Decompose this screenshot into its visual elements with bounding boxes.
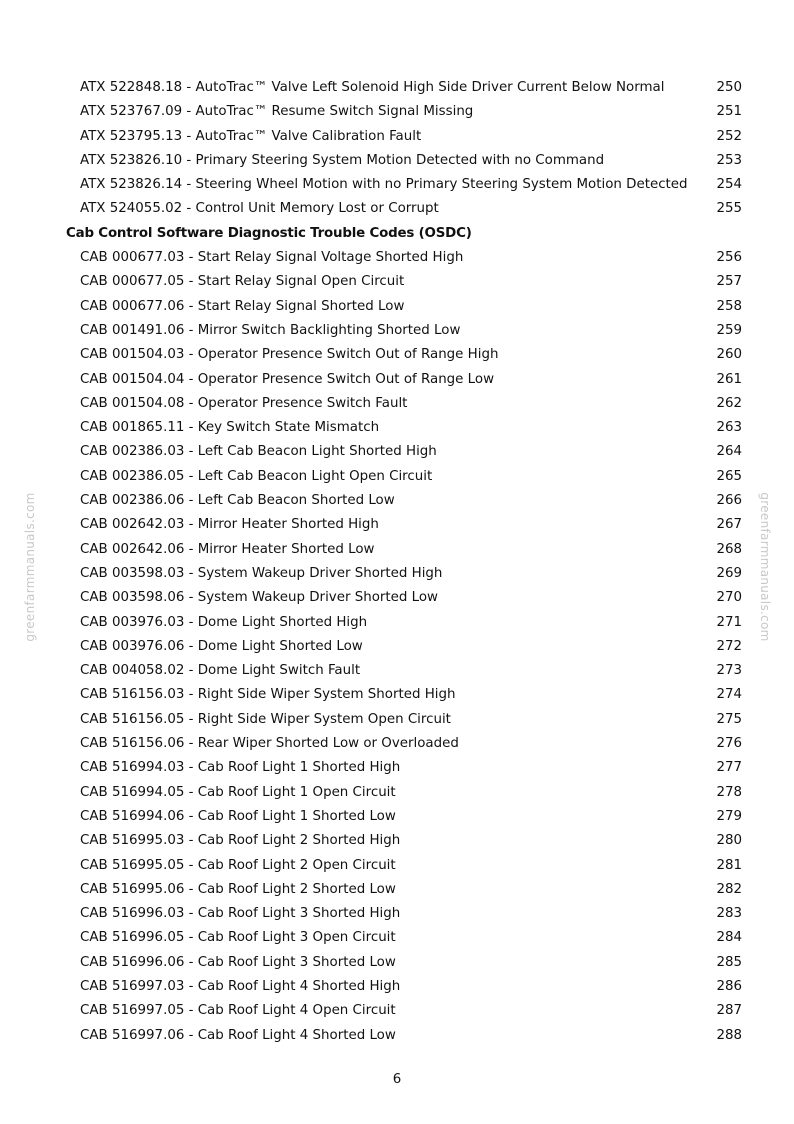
toc-entry-title: CAB 516994.05 - Cab Roof Light 1 Open Circuit (80, 784, 396, 800)
toc-entry[interactable] (0, 197, 794, 221)
toc-entry-page: 272 (716, 638, 742, 654)
toc-entry-page: 257 (716, 274, 742, 290)
toc-entry-title: CAB 516156.03 - Right Side Wiper System Shorted High (80, 687, 456, 703)
toc-entry-title: CAB 003976.06 - Dome Light Shorted Low (80, 638, 363, 654)
toc-entry-title: CAB 516995.05 - Cab Roof Light 2 Open Circuit (80, 857, 396, 873)
toc-entry-title: CAB 003598.06 - System Wakeup Driver Shorted Low (80, 590, 439, 606)
toc-entry-page: 279 (716, 808, 742, 824)
toc-entry-page: 262 (716, 395, 742, 411)
toc-entry-page: 261 (716, 371, 742, 387)
toc-entry-title: CAB 001491.06 - Mirror Switch Backlighting Shorted Low (80, 322, 461, 338)
toc-entry-title: CAB 000677.03 - Start Relay Signal Voltage Shorted High (80, 250, 464, 266)
toc-entry-title: CAB 516994.03 - Cab Roof Light 1 Shorted High (80, 760, 401, 776)
toc-entry[interactable] (0, 975, 794, 999)
toc-entry[interactable] (0, 489, 794, 513)
toc-entry-title: CAB 516994.06 - Cab Roof Light 1 Shorted Low (80, 808, 396, 824)
toc-entry[interactable] (0, 149, 794, 173)
toc-entry[interactable] (0, 319, 794, 343)
toc-entry[interactable] (0, 756, 794, 780)
toc-entry-page: 275 (716, 711, 742, 727)
toc-entry-page: 274 (716, 687, 742, 703)
toc-entry[interactable] (0, 805, 794, 829)
toc-entry-page: 258 (716, 298, 742, 314)
toc-entry-page: 280 (716, 833, 742, 849)
toc-entry-title: CAB 000677.06 - Start Relay Signal Shorted Low (80, 298, 405, 314)
toc-entry-page: 265 (716, 468, 742, 484)
toc-entry-page: 284 (716, 930, 742, 946)
toc-entry-title: ATX 522848.18 - AutoTrac™ Valve Left Solenoid High Side Driver Current Below Normal (80, 80, 665, 95)
toc-entry-page: 282 (716, 881, 742, 897)
toc-entry-title: CAB 000677.05 - Start Relay Signal Open Circuit (80, 274, 405, 290)
toc-entry[interactable] (0, 781, 794, 805)
toc-entry-page: 253 (716, 152, 742, 168)
toc-entry[interactable] (0, 1024, 794, 1048)
toc-entry-title: CAB 003976.03 - Dome Light Shorted High (80, 614, 368, 630)
toc-entry-page: 286 (716, 978, 742, 994)
toc-entry-title: CAB 516995.06 - Cab Roof Light 2 Shorted Low (80, 881, 396, 897)
toc-entry[interactable] (0, 392, 794, 416)
toc-entry-title: CAB 004058.02 - Dome Light Switch Fault (80, 663, 361, 679)
toc-entry[interactable] (0, 465, 794, 489)
toc-entry[interactable] (0, 270, 794, 294)
toc-entry[interactable] (0, 416, 794, 440)
toc-entry[interactable] (0, 513, 794, 537)
toc-entry-title: ATX 523826.10 - Primary Steering System Motion Detected with no Command (80, 152, 605, 168)
toc-entry-page: 276 (716, 736, 742, 752)
toc-entry[interactable] (0, 586, 794, 610)
toc-entry-page: 287 (716, 1003, 742, 1019)
toc-entry[interactable] (0, 611, 794, 635)
toc-entry-page: 268 (716, 541, 742, 557)
toc-entry-page: 281 (716, 857, 742, 873)
toc-entry[interactable] (0, 878, 794, 902)
toc-entry-title: CAB 001504.04 - Operator Presence Switch Out of Range Low (80, 371, 495, 387)
toc-entry-title: CAB 001504.08 - Operator Presence Switch Fault (80, 395, 408, 411)
toc-entry-title: CAB 516995.03 - Cab Roof Light 2 Shorted High (80, 833, 401, 849)
page-number: 6 (392, 1072, 402, 1087)
toc-entry-page: 267 (716, 517, 742, 533)
toc-entry-page: 255 (716, 201, 742, 217)
watermark-right: greenfarmmanuals.com (758, 492, 772, 642)
toc-entry-title: CAB 516156.06 - Rear Wiper Shorted Low or Overloaded (80, 736, 459, 752)
toc-entry-title: CAB 516156.05 - Right Side Wiper System Open Circuit (80, 711, 451, 727)
toc-entry[interactable] (0, 854, 794, 878)
toc-entry-page: 277 (716, 760, 742, 776)
toc-entry-title: CAB 516996.06 - Cab Roof Light 3 Shorted Low (80, 954, 396, 970)
toc-entry-page: 283 (716, 906, 742, 922)
toc-entry[interactable] (0, 732, 794, 756)
toc-entry-title: CAB 001865.11 - Key Switch State Mismatch (80, 420, 380, 436)
toc-entry[interactable] (0, 440, 794, 464)
toc-entry-page: 264 (716, 444, 742, 460)
toc-entry-title: CAB 002386.03 - Left Cab Beacon Light Shorted High (80, 444, 437, 460)
toc-entry-title: CAB 002386.06 - Left Cab Beacon Shorted Low (80, 493, 395, 509)
toc-entry-page: 266 (716, 493, 742, 509)
toc-entry-page: 260 (716, 347, 742, 363)
toc-entry-page: 259 (716, 322, 742, 338)
toc-entry-title: CAB 516997.05 - Cab Roof Light 4 Open Circuit (80, 1003, 396, 1019)
toc-section-title: Cab Control Software Diagnostic Trouble Codes (OSDC) (66, 225, 472, 241)
toc-entry-page: 250 (716, 80, 742, 95)
toc-entry-title: CAB 002642.03 - Mirror Heater Shorted High (80, 517, 379, 533)
toc-entry-title: CAB 516996.03 - Cab Roof Light 3 Shorted High (80, 906, 401, 922)
toc-entry-title: CAB 516997.06 - Cab Roof Light 4 Shorted Low (80, 1027, 396, 1043)
toc-entry-title: ATX 524055.02 - Control Unit Memory Lost or Corrupt (80, 201, 439, 217)
toc-entry-page: 269 (716, 565, 742, 581)
toc-entry[interactable] (0, 538, 794, 562)
toc-entry-page: 270 (716, 590, 742, 606)
toc-entry[interactable] (0, 368, 794, 392)
toc-entry-title: ATX 523826.14 - Steering Wheel Motion with no Primary Steering System Motion Detected (80, 177, 688, 193)
toc-entry-page: 263 (716, 420, 742, 436)
toc-entry[interactable] (0, 343, 794, 367)
toc-entry[interactable] (0, 173, 794, 197)
toc-entry-title: CAB 516997.03 - Cab Roof Light 4 Shorted High (80, 978, 401, 994)
toc-entry[interactable] (0, 100, 794, 124)
toc-entry[interactable] (0, 562, 794, 586)
table-of-contents (0, 76, 794, 1048)
toc-entry[interactable] (0, 125, 794, 149)
toc-entry-title: CAB 516996.05 - Cab Roof Light 3 Open Circuit (80, 930, 396, 946)
toc-entry[interactable] (0, 246, 794, 270)
toc-entry-page: 252 (716, 128, 742, 144)
toc-entry[interactable] (0, 635, 794, 659)
toc-entry-page: 256 (716, 250, 742, 266)
toc-entry[interactable] (0, 76, 794, 100)
toc-entry[interactable] (0, 295, 794, 319)
toc-entry-title: CAB 001504.03 - Operator Presence Switch Out of Range High (80, 347, 499, 363)
toc-entry-page: 271 (716, 614, 742, 630)
toc-entry[interactable] (0, 708, 794, 732)
toc-entry-page: 273 (716, 663, 742, 679)
toc-entry-page: 251 (716, 104, 742, 120)
toc-entry-page: 278 (716, 784, 742, 800)
toc-entry[interactable] (0, 951, 794, 975)
toc-entry-title: CAB 003598.03 - System Wakeup Driver Shorted High (80, 565, 443, 581)
toc-entry[interactable] (0, 926, 794, 950)
toc-section-heading[interactable] (0, 222, 794, 246)
toc-entry[interactable] (0, 683, 794, 707)
toc-entry[interactable] (0, 659, 794, 683)
watermark-left: greenfarmmanuals.com (23, 492, 37, 642)
toc-entry[interactable] (0, 829, 794, 853)
toc-entry-page: 254 (716, 177, 742, 193)
toc-entry-page: 285 (716, 954, 742, 970)
toc-entry-title: ATX 523767.09 - AutoTrac™ Resume Switch Signal Missing (80, 104, 474, 120)
toc-entry-page: 288 (716, 1027, 742, 1043)
toc-entry-title: CAB 002386.05 - Left Cab Beacon Light Open Circuit (80, 468, 433, 484)
toc-entry[interactable] (0, 902, 794, 926)
toc-entry-title: CAB 002642.06 - Mirror Heater Shorted Low (80, 541, 375, 557)
toc-entry[interactable] (0, 999, 794, 1023)
toc-entry-title: ATX 523795.13 - AutoTrac™ Valve Calibration Fault (80, 128, 422, 144)
